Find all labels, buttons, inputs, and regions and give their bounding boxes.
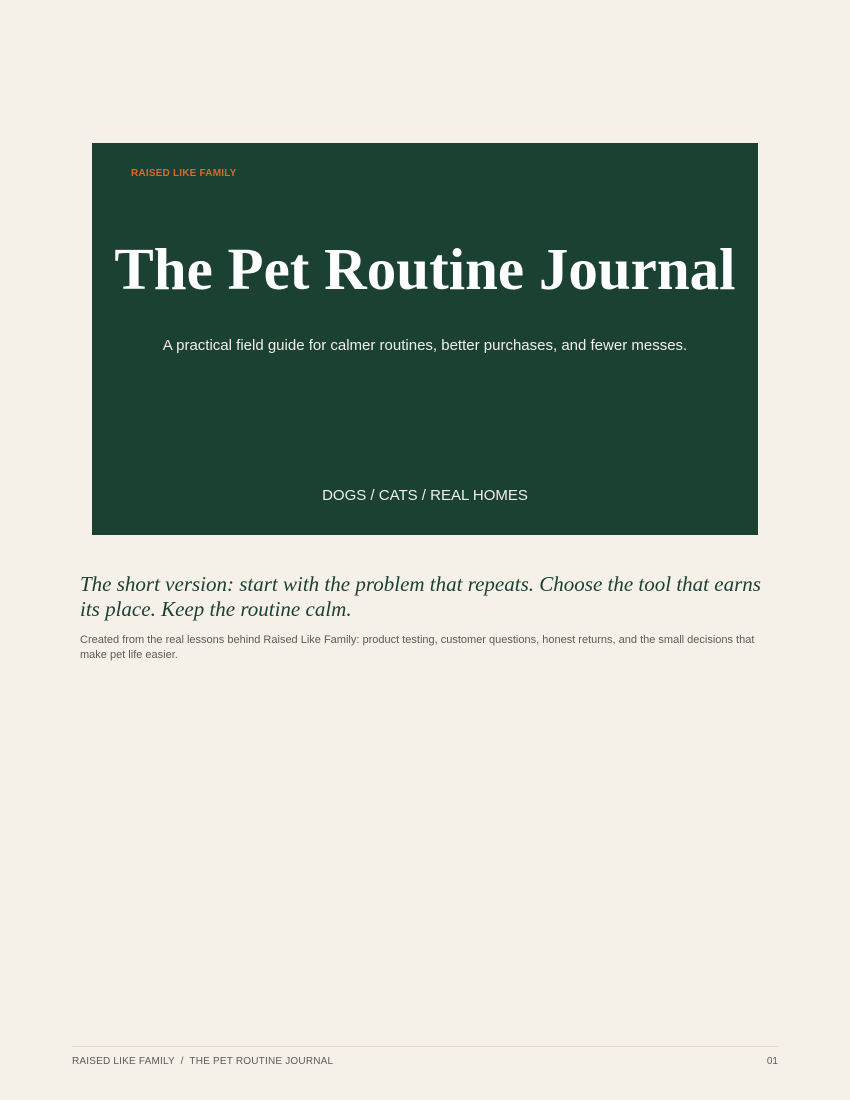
- cover-hero: [92, 143, 758, 535]
- page-number: 01: [766, 1056, 778, 1067]
- footer-running-title: RAISED LIKE FAMILY / THE PET ROUTINE JOURNAL: [72, 1056, 334, 1067]
- intro-lede: The short version: start with the problem that repeats. Choose the tool that earns its place. Keep the routine calm.: [80, 572, 761, 621]
- footer-divider: [72, 1046, 778, 1047]
- cover-tags: DOGS / CATS / REAL HOMES: [322, 487, 528, 504]
- cover-subtitle: A practical field guide for calmer routines, better purchases, and fewer messes.: [162, 337, 688, 354]
- brand-eyebrow: RAISED LIKE FAMILY: [131, 168, 237, 179]
- cover-title: The Pet Routine Journal: [114, 236, 736, 302]
- intro-body: Created from the real lessons behind Raised Like Family: product testing, customer questions, honest returns, and the small decisions that make pet life easier.: [80, 634, 755, 661]
